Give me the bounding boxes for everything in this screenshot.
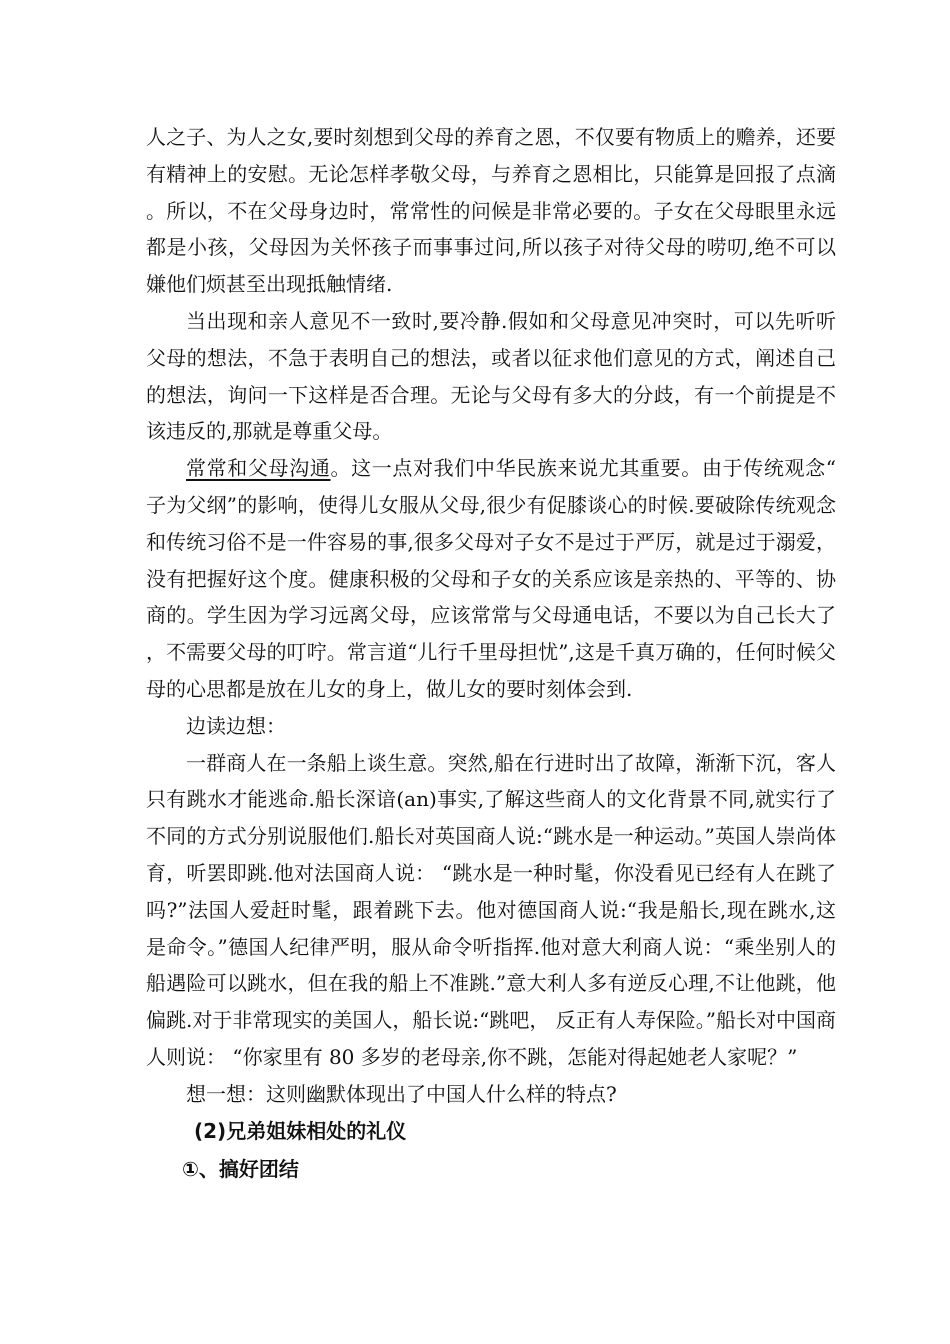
underlined-key-phrase: 常常和父母沟通 (186, 456, 331, 481)
thinking-question: 想一想：这则幽默体现出了中国人什么样的特点? (186, 1081, 617, 1106)
paragraph-communication (146, 450, 836, 708)
reading-prompt: 边读边想： (186, 713, 286, 738)
paragraph-filial-respect: 人之子、为人之女,要时刻想到父母的养育之恩，不仅要有物质上的赡养，还要有精神上的安慰。无论怎样孝敬父母，与养育之恩相比，只能算是回报了点滴。所以，不在父母身边时，常常性的问候是非常必要的。子女在父母眼里永远都是小孩，父母因为关怀孩子而事事过问,所以孩子对待父母的唠叨,绝不可以嫌他们烦甚至出现抵触情绪. (146, 125, 836, 297)
paragraph-disagreement: 当出现和亲人意见不一致时,要冷静.假如和父母意见冲突时，可以先听听父母的想法，不急于表明自己的想法，或者以征求他们意见的方式，阐述自己的想法，询问一下这样是否合理。无论与父母有多大的分歧，有一个前提是不该违反的,那就是尊重父母。 (146, 308, 836, 444)
document-body (146, 119, 836, 1188)
subsection-heading: ①、搞好团结 (182, 1157, 299, 1182)
paragraph-story: 一群商人在一条船上谈生意。突然,船在行进时出了故障，渐渐下沉，客人只有跳水才能逃命.船长深谙(an)事实,了解这些商人的文化背景不同,就实行了不同的方式分别说服他们.船长对英国商人说:“跳水是一种运动。”英国人崇尚体育，听罢即跳.他对法国商人说： “跳水是一种时髦，你没看见已经有人在跳了吗?”法国人爱赶时髦，跟着跳下去。他对德国商人说:“我是船长,现在跳水,这是命令。”德国人纪律严明，服从命令听指挥.他对意大利商人说：“乘坐别人的船遇险可以跳水，但在我的船上不准跳.”意大利人多有逆反心理,不让他跳，他偏跳.对于非常现实的美国人，船长说:“跳吧， 反正有人寿保险。”船长对中国商人则说： “你家里有 80 多岁的老母亲,你不跳，怎能对得起她老人家呢？” (146, 750, 836, 1069)
paragraph-communication-text: 。这一点对我们中华民族来说尤其重要。由于传统观念“子为父纲”的影响，使得儿女服从父母,很少有促膝谈心的时候.要破除传统观念和传统习俗不是一件容易的事,很多父母对子女不是过于严厉，就是过于溺爱，没有把握好这个度。健康积极的父母和子女的关系应该是亲热的、平等的、协商的。学生因为学习远离父母，应该常常与父母通电话，不要以为自己长大了，不需要父母的叮咛。常言道“儿行千里母担忧”,这是千真万确的，任何时候父母的心思都是放在儿女的身上，做儿女的要时刻体会到. (146, 456, 836, 701)
section-heading: (2)兄弟姐妹相处的礼仪 (194, 1118, 407, 1143)
